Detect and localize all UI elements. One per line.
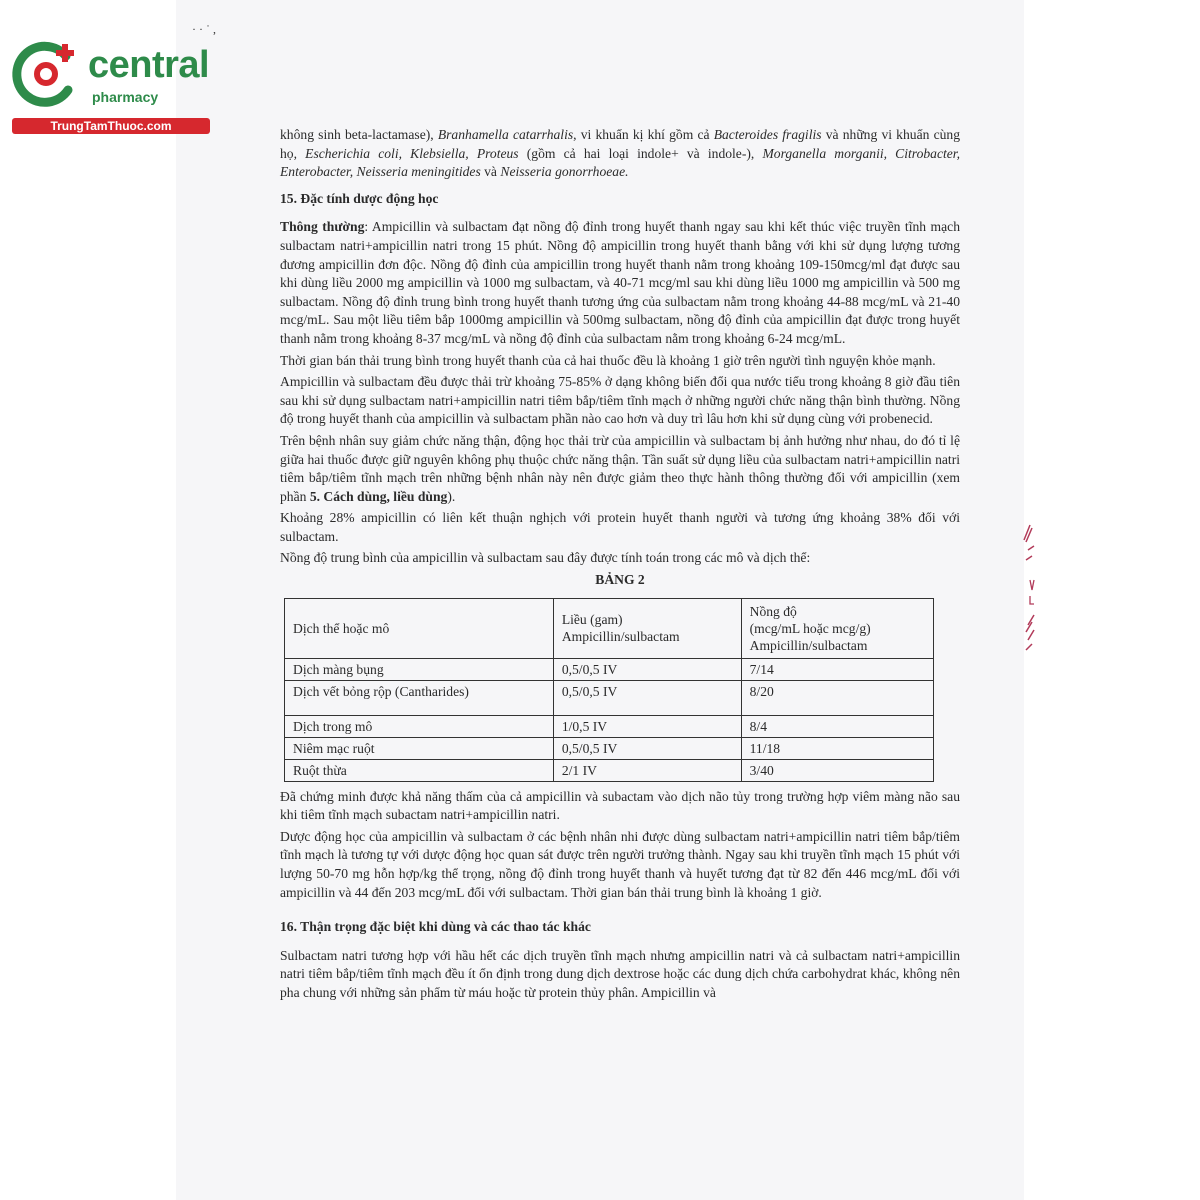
logo-mark-icon: [10, 34, 90, 114]
p_intro-run-2: , vi khuẩn kị khí gồm cả: [573, 127, 714, 142]
table-cell: 7/14: [741, 658, 933, 680]
paragraph-half-life: [280, 352, 960, 371]
central-pharmacy-logo[interactable]: [10, 34, 220, 134]
table-header-cell: Liều (gam) Ampicillin/sulbactam: [553, 598, 741, 658]
p2-run-0: Thời gian bán thải trung bình trong huyết thanh của cả hai thuốc đều là khoảng 1 giờ trên người tình nguyện khỏe mạnh.: [280, 352, 936, 368]
table-header-cell: Dịch thể hoặc mô: [285, 598, 554, 658]
table-header-row: [285, 598, 934, 658]
paragraph-elimination: [280, 373, 960, 429]
p7-run-0: Đã chứng minh được khả năng thấm của cả ampicillin và subactam vào dịch não tủy trong trường hợp viêm màng não sau khi tiêm tĩnh mạch subactam natri+ampicillin natri.: [280, 788, 960, 823]
table-cell: Ruột thừa: [285, 759, 554, 781]
table-cell: 3/40: [741, 759, 933, 781]
p_intro-run-8: và: [480, 164, 501, 180]
p4-run-0: Trên bệnh nhân suy giảm chức năng thận, động học thải trừ của ampicillin và sulbactam bị ảnh hưởng như nhau, do đó tỉ lệ giữa hai thuốc được giữ nguyên không phụ thuộc chức năng thận. Tần suất sử dụng liều của sulbactam natri+ampicillin natri tiêm bắp/tiêm tĩnh mạch trên những bệnh nhân này nên được giảm theo thực hành thông thường đối với ampicillin (xem phần: [280, 432, 960, 504]
p_intro-run-9: Neisseria gonorrhoeae.: [500, 164, 629, 180]
paragraph-compatibility: [280, 947, 960, 1003]
margin-stamp-marks: [1010, 520, 1040, 660]
paragraph-tissue-intro: [280, 549, 960, 568]
section-16-heading: 16. Thận trọng đặc biệt khi dùng và các thao tác khác: [280, 919, 591, 935]
concentration-table: [284, 598, 934, 782]
scan-specks: · · ˙ ,: [192, 22, 216, 36]
table-cell: 8/4: [741, 715, 933, 737]
table-row: [285, 737, 934, 759]
table-cell: 0,5/0,5 IV: [553, 737, 741, 759]
p4-run-1: 5. Cách dùng, liều dùng: [309, 488, 448, 504]
table-cell: Dịch vết bỏng rộp (Cantharides): [285, 680, 554, 715]
p_intro-run-4: và những vi khuẩn cùng họ,: [280, 127, 960, 161]
paragraph-csf: [280, 788, 960, 825]
table-cell: 1/0,5 IV: [553, 715, 741, 737]
p_intro-run-0: không sinh beta-lactamase),: [280, 127, 438, 142]
p4-run-2: ).: [447, 488, 456, 504]
logo-subtitle: pharmacy: [92, 89, 159, 105]
p9-run-0: Sulbactam natri tương hợp với hầu hết các dịch truyền tĩnh mạch nhưng ampicillin natri và cả sulbactam natri+ampicillin natri tiêm bắp/tiêm tĩnh mạch đều ít ổn định trong dung dịch dextrose hoặc các dung dịch chứa carbohydrat khác, không nên pha chung với những sản phẩm từ máu hoặc từ protein thủy phân. Ampicillin và: [280, 947, 960, 1000]
table-row: [285, 680, 934, 715]
p1-run-1: : Ampicillin và sulbactam đạt nồng độ đỉnh trong huyết thanh ngay sau khi kết thúc việc truyền tĩnh mạch sulbactam natri+ampicillin natri trong 15 phút. Nồng độ ampicillin trong huyết thanh bằng với khi sử dụng lượng tương đương ampicillin đơn độc. Nồng độ đỉnh của ampicillin trong huyết thanh nằm trong khoảng 109-150mcg/ml đạt được sau khi dùng liều 2000 mg ampicillin và 1000 mg sulbactam, và 40-71 mcg/ml sau khi dùng liều 1000 mg ampicillin và 500 mg sulbactam. Nồng độ đỉnh trung bình trong huyết thanh tương ứng của sulbactam nằm trong khoảng 44-88 mcg/mL và 21-40 mcg/mL. Sau một liều tiêm bắp 1000mg ampicillin và 500mg sulbactam, nồng độ đỉnh của ampicillin đạt được trong huyết thanh nằm trong khoảng 8-37 mcg/mL và nồng độ đỉnh của sulbactam nằm trong khoảng 6-24 mcg/mL.: [280, 219, 960, 346]
table-cell: 2/1 IV: [553, 759, 741, 781]
paragraph-protein-binding: [280, 509, 960, 546]
table-cell: 0,5/0,5 IV: [553, 680, 741, 715]
paragraph-pediatric: [280, 828, 960, 902]
table-row: [285, 658, 934, 680]
p3-run-0: Ampicillin và sulbactam đều được thải trừ khoảng 75-85% ở dạng không biến đổi qua nước tiểu trong khoảng 8 giờ đầu tiên sau khi sử dụng sulbactam natri+ampicillin natri tiêm bắp/tiêm tĩnh mạch ở những người chức năng thận bình thường. Nồng độ trong huyết thanh của ampicillin và sulbactam phần nào cao hơn và duy trì lâu hơn khi sử dụng cùng với probenecid.: [280, 374, 960, 427]
document-body: [280, 126, 960, 1006]
paragraph-intro: [280, 126, 960, 182]
table-title: BẢNG 2: [595, 572, 645, 588]
table-row: [285, 715, 934, 737]
p8-run-0: Dược động học của ampicillin và sulbactam ở các bệnh nhân nhi được dùng sulbactam natri+ampicillin natri tiêm bắp/tiêm tĩnh mạch là tương tự với dược động học quan sát được trên người trưởng thành. Ngay sau khi truyền tĩnh mạch 15 phút với lượng 50-70 mg hỗn hợp/kg thể trọng, nồng độ đỉnh trong huyết thanh và huyết tương đạt từ 82 đến 446 mcg/mL đối với ampicillin và 44 đến 203 mcg/mL đối với sulbactam. Thời gian bán thải trung bình là khoảng 1 giờ.: [280, 828, 960, 900]
table-row: [285, 759, 934, 781]
p_intro-run-1: Branhamella catarrhalis: [437, 127, 574, 142]
paragraph-typical: [280, 218, 960, 348]
table-cell: 11/18: [741, 737, 933, 759]
p1-run-0: Thông thường: [280, 219, 365, 235]
table-cell: Dịch trong mô: [285, 715, 554, 737]
table-cell: Dịch màng bụng: [285, 658, 554, 680]
p5-run-0: Khoảng 28% ampicillin có liên kết thuận nghịch với protein huyết thanh người và tương ứng khoảng 38% đối với sulbactam.: [280, 510, 960, 544]
table-cell: Niêm mạc ruột: [285, 737, 554, 759]
p_intro-run-5: Escherichia coli, Klebsiella, Proteus: [305, 145, 519, 161]
logo-site-banner: TrungTamThuoc.com: [12, 118, 210, 134]
table-cell: 8/20: [741, 680, 933, 715]
table-cell: 0,5/0,5 IV: [553, 658, 741, 680]
table-header-cell: Nồng độ (mcg/mL hoặc mcg/g) Ampicillin/sulbactam: [741, 598, 933, 658]
logo-name: central: [88, 44, 210, 86]
p_intro-run-7: Morganella morganii, Citrobacter, Enterobacter, Neisseria meningitides: [280, 145, 960, 180]
paragraph-renal: [280, 432, 960, 506]
section-15-heading: 15. Đặc tính dược động học: [280, 190, 439, 206]
p_intro-run-6: (gồm cả hai loại indole+ và indole-),: [518, 145, 763, 161]
p6-run-0: Nồng độ trung bình của ampicillin và sulbactam sau đây được tính toán trong các mô và dịch thể:: [280, 550, 811, 566]
p_intro-run-3: Bacteroides fragilis: [713, 127, 822, 142]
